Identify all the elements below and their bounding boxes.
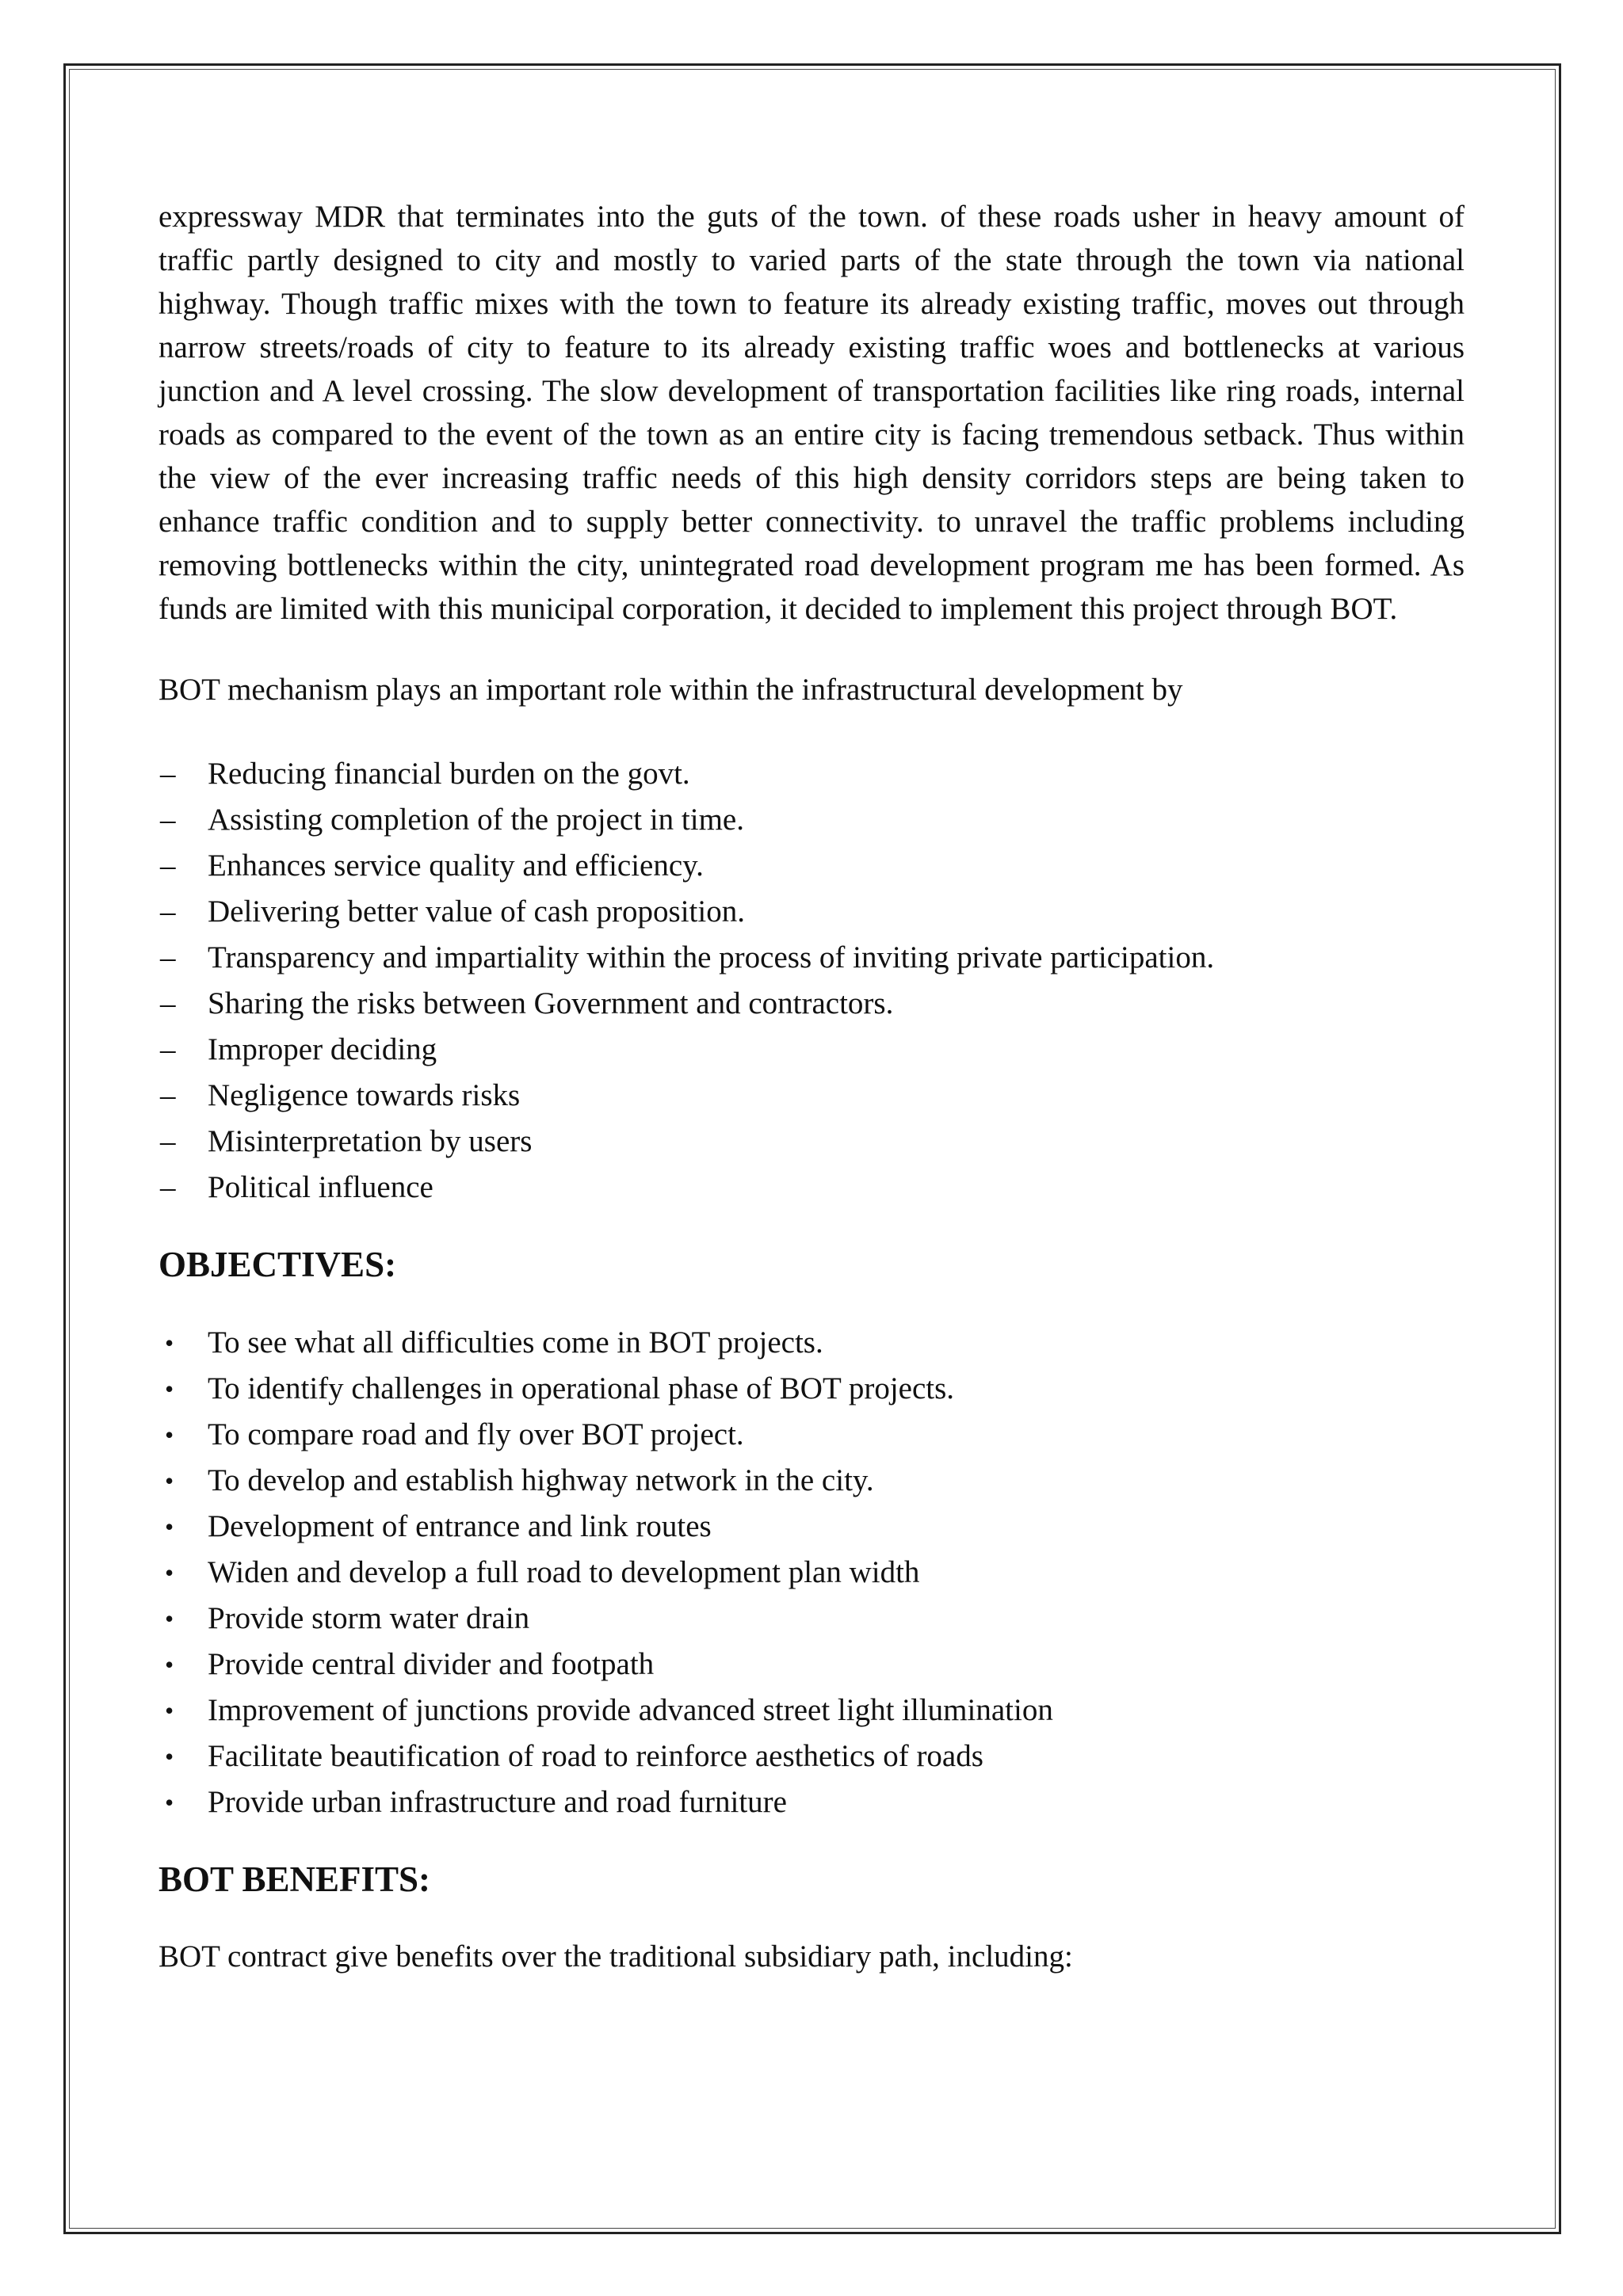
bullet-marker: •: [165, 1466, 174, 1495]
list-item: • Facilitate beautification of road to reinforce aesthetics of roads: [158, 1733, 1465, 1779]
list-item: – Sharing the risks between Government and contractors.: [158, 981, 1465, 1027]
bullet-marker: •: [165, 1512, 174, 1541]
list-item: – Assisting completion of the project in time.: [158, 797, 1465, 843]
bullet-marker: •: [165, 1421, 174, 1449]
list-item: – Delivering better value of cash proposition.: [158, 889, 1465, 935]
bullet-marker: •: [165, 1788, 174, 1817]
dash-marker: –: [160, 1078, 176, 1112]
list-item: – Improper deciding: [158, 1027, 1465, 1073]
bullet-marker: •: [165, 1604, 174, 1633]
list-item: • Provide central divider and footpath: [158, 1642, 1465, 1688]
list-item: • To see what all difficulties come in BOT projects.: [158, 1320, 1465, 1366]
bullet-marker: •: [165, 1375, 174, 1403]
list-item: • To identify challenges in operational phase of BOT projects.: [158, 1366, 1465, 1412]
bullet-marker: •: [165, 1329, 174, 1357]
dash-marker: –: [160, 986, 176, 1020]
list-item: – Enhances service quality and efficiency.: [158, 843, 1465, 889]
list-item: • Widen and develop a full road to development plan width: [158, 1550, 1465, 1596]
dash-marker: –: [160, 757, 176, 791]
list-item: • Improvement of junctions provide advanced street light illumination: [158, 1688, 1465, 1733]
dash-marker: –: [160, 940, 176, 974]
benefits-lead: BOT contract give benefits over the traditional subsidiary path, including:: [158, 1939, 1073, 1974]
dash-marker: –: [160, 894, 176, 929]
dash-marker: –: [160, 803, 176, 837]
list-item: – Political influence: [158, 1165, 1465, 1211]
bullet-marker: •: [165, 1696, 174, 1725]
list-item: • To develop and establish highway network in the city.: [158, 1458, 1465, 1504]
bullet-marker: •: [165, 1650, 174, 1679]
intro-paragraph: expressway MDR that terminates into the guts of the town. of these roads usher in heavy amount of traffic partly designed to city and mostly to varied parts of the state through the town via national highway. Though traffic mixes with the town to feature its already existing traffic, moves out through narrow streets/roads of city to feature to its already existing traffic woes and bottlenecks at various junction and A level crossing. The slow development of transportation facilities like ring roads, internal roads as compared to the event of the town as an entire city is facing tremendous setback. Thus within the view of the ever increasing traffic needs of this high density corridors steps are being taken to enhance traffic condition and to supply better connectivity. to unravel the traffic problems including removing bottlenecks within the city, unintegrated road development program me has been formed. As funds are limited with this municipal corporation, it decided to implement this project through BOT.: [158, 200, 1465, 626]
bullet-marker: •: [165, 1558, 174, 1587]
list-item: • To compare road and fly over BOT project.: [158, 1412, 1465, 1458]
benefits-heading: BOT BENEFITS:: [158, 1859, 431, 1899]
dash-marker: –: [160, 1124, 176, 1158]
bullet-marker: •: [165, 1742, 174, 1771]
bot-role-lead: BOT mechanism plays an important role within the infrastructural development by: [158, 673, 1183, 707]
list-item: – Transparency and impartiality within the process of inviting private participation.: [158, 935, 1465, 981]
objectives-list: [158, 1320, 1465, 1825]
list-item: – Reducing financial burden on the govt.: [158, 751, 1465, 797]
list-item: • Provide storm water drain: [158, 1596, 1465, 1642]
dash-marker: –: [160, 1170, 176, 1204]
list-item: – Misinterpretation by users: [158, 1119, 1465, 1165]
list-item: • Provide urban infrastructure and road furniture: [158, 1779, 1465, 1825]
objectives-heading: OBJECTIVES:: [158, 1245, 397, 1284]
list-item: • Development of entrance and link routes: [158, 1504, 1465, 1550]
list-item: – Negligence towards risks: [158, 1073, 1465, 1119]
dash-marker: –: [160, 1032, 176, 1066]
document-body: [158, 195, 1465, 1978]
bot-role-list: [158, 751, 1465, 1211]
dash-marker: –: [160, 849, 176, 883]
